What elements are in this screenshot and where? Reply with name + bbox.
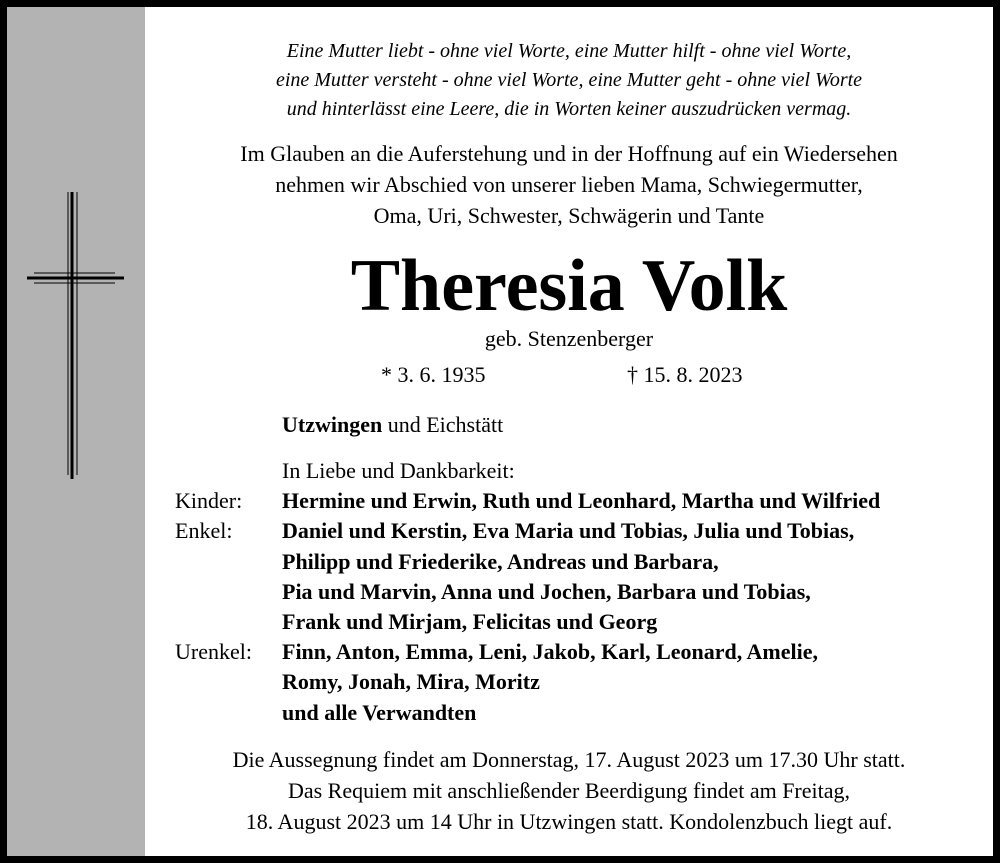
- funeral-details: [145, 744, 993, 837]
- funeral-line: Die Aussegnung findet am Donnerstag, 17. August 2023 um 17.30 Uhr statt.: [232, 747, 906, 772]
- kinder-names: Hermine und Erwin, Ruth und Leonhard, Martha und Wilfried: [282, 488, 881, 514]
- quote-line: Eine Mutter liebt - ohne viel Worte, eine Mutter hilft - ohne viel Worte,: [286, 40, 852, 62]
- residence-primary: Utzwingen: [282, 412, 383, 437]
- deceased-name: Theresia Volk: [350, 245, 788, 327]
- relatives-row: [145, 698, 993, 728]
- gray-sidebar: [7, 7, 145, 856]
- mourners-intro: In Liebe und Dankbarkeit:: [282, 458, 515, 483]
- quote-line: eine Mutter versteht - ohne viel Worte, eine Mutter geht - ohne viel Worte: [275, 69, 863, 91]
- quote-line: und hinterlässt eine Leere, die in Worten keiner auszudrücken vermag.: [286, 98, 852, 120]
- intro-line: nehmen wir Abschied von unserer lieben Mama, Schwiegermutter,: [275, 172, 863, 197]
- birth-date: * 3. 6. 1935: [381, 362, 486, 387]
- urenkel-row: [145, 637, 993, 667]
- maiden-name: geb. Stenzenberger: [484, 326, 654, 351]
- kinder-label: Kinder:: [175, 488, 243, 514]
- urenkel-names: Finn, Anton, Emma, Leni, Jakob, Karl, Leonard, Amelie,: [282, 639, 818, 665]
- farewell-intro: [145, 138, 993, 231]
- intro-line: Oma, Uri, Schwester, Schwägerin und Tante: [373, 203, 765, 228]
- intro-line: Im Glauben an die Auferstehung und in der Hoffnung auf ein Wiedersehen: [240, 141, 898, 166]
- poem-quote: [145, 37, 993, 124]
- enkel-label: Enkel:: [175, 518, 233, 544]
- relatives-closing: und alle Verwandten: [282, 699, 477, 725]
- residence-rest: und Eichstätt: [382, 412, 504, 437]
- mourners-list: [145, 456, 993, 728]
- funeral-line: 18. August 2023 um 14 Uhr in Utzwingen statt. Kondolenzbuch liegt auf.: [245, 809, 893, 834]
- enkel-names: Frank und Mirjam, Felicitas und Georg: [282, 608, 658, 634]
- enkel-row: [145, 577, 993, 607]
- funeral-line: Das Requiem mit anschließender Beerdigung findet am Freitag,: [287, 778, 851, 803]
- enkel-names: Pia und Marvin, Anna und Jochen, Barbara und Tobias,: [282, 578, 811, 604]
- mourners-intro-row: [145, 456, 993, 486]
- enkel-names: Daniel und Kerstin, Eva Maria und Tobias, Julia und Tobias,: [282, 518, 855, 544]
- obituary-content: [145, 7, 993, 856]
- death-date: † 15. 8. 2023: [627, 362, 743, 387]
- urenkel-label: Urenkel:: [175, 639, 252, 665]
- enkel-row: [145, 516, 993, 546]
- enkel-names: Philipp und Friederike, Andreas und Barbara,: [282, 548, 719, 574]
- enkel-row: [145, 607, 993, 637]
- kinder-row: [145, 486, 993, 516]
- urenkel-row: [145, 667, 993, 697]
- urenkel-names: Romy, Jonah, Mira, Moritz: [282, 669, 540, 695]
- residence: [282, 410, 503, 440]
- obituary-card: [7, 7, 993, 856]
- latin-cross-icon: [7, 187, 145, 487]
- enkel-row: [145, 547, 993, 577]
